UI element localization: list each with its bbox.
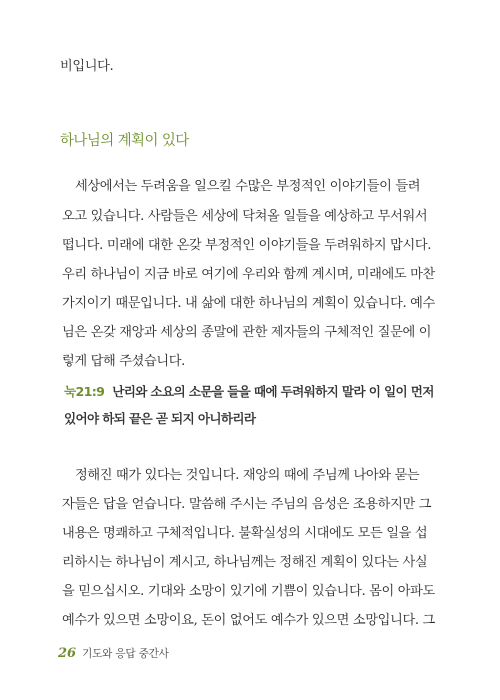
page-footer — [58, 647, 169, 661]
verse-line-1 — [64, 383, 434, 401]
paragraph-line: 가지이기 때문입니다. 내 삶에 대한 하나님의 계획이 있습니다. 예수 — [62, 296, 435, 311]
paragraph-line: 자들은 답을 얻습니다. 말씀해 주시는 주님의 음성은 조용하지만 그 — [62, 497, 432, 512]
verse-text: 난리와 소요의 소문을 들을 때에 두려워하지 말라 이 일이 먼저 — [112, 384, 434, 399]
verse-reference: 눅21:9 — [64, 384, 105, 399]
paragraph-line: 내용은 명쾌하고 구체적입니다. 불확실성의 시대에도 모든 일을 섭 — [62, 526, 428, 541]
paragraph-line: 세상에서는 두려움을 일으킬 수많은 부정적인 이야기들이 들려 — [75, 179, 421, 194]
paragraph-line: 렇게 답해 주셨습니다. — [62, 354, 186, 369]
verse-line-2: 있어야 하되 끝은 곧 되지 아니하리라 — [64, 411, 256, 426]
paragraph-line: 우리 하나님이 지금 바로 여기에 우리와 함께 계시며, 미래에도 마찬 — [62, 267, 435, 282]
section-heading: 하나님의 계획이 있다 — [60, 133, 189, 149]
paragraph-line: 리하시는 하나님이 계시고, 하나님께는 정해진 계획이 있다는 사실 — [62, 555, 428, 570]
book-title: 기도와 응답 중간사 — [82, 648, 169, 660]
paragraph-line: 오고 있습니다. 사람들은 세상에 닥쳐올 일들을 예상하고 무서워서 — [62, 209, 428, 224]
paragraph-line: 을 믿으십시오. 기대와 소망이 있기에 기쁨이 있습니다. 몸이 아파도 — [62, 584, 435, 599]
page-number: 26 — [58, 646, 77, 661]
paragraph-line: 님은 온갖 재앙과 세상의 종말에 관한 제자들의 구체적인 질문에 이 — [62, 325, 432, 340]
opening-line: 비입니다. — [60, 59, 114, 74]
paragraph-line: 예수가 있으면 소망이요, 돈이 없어도 예수가 있으면 소망입니다. 그 — [62, 613, 435, 628]
paragraph-line: 떱니다. 미래에 대한 온갖 부정적인 이야기들을 두려워하지 맙시다. — [62, 238, 432, 253]
paragraph-line: 정해진 때가 있다는 것입니다. 재앙의 때에 주님께 나아와 묻는 — [75, 468, 420, 483]
